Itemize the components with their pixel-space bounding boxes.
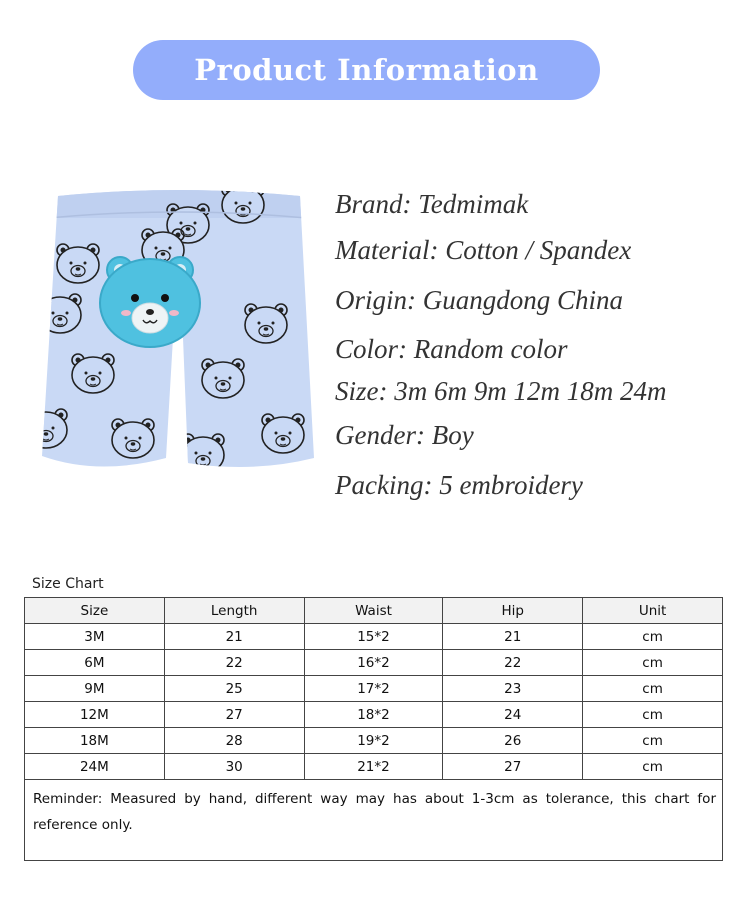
detail-color: Color: Random color [335,334,568,364]
column-header-unit: Unit [583,598,723,624]
reminder-row [25,780,723,861]
cell-unit: cm [583,650,723,676]
table-row [25,754,723,780]
cell-unit: cm [583,754,723,780]
column-header-size: Size [25,598,165,624]
cell-waist: 15*2 [304,624,443,650]
detail-brand: Brand: Tedmimak [335,189,529,219]
table-row [25,624,723,650]
cell-hip: 22 [443,650,583,676]
column-header-length: Length [164,598,304,624]
cell-hip: 26 [443,728,583,754]
embroidered-bear-patch [100,257,200,347]
detail-gender: Gender: Boy [335,420,474,450]
cell-size: 24M [25,754,165,780]
cell-size: 6M [25,650,165,676]
cell-hip: 21 [443,624,583,650]
cell-unit: cm [583,624,723,650]
cell-hip: 23 [443,676,583,702]
size-chart-label: Size Chart [32,576,104,592]
cell-waist: 17*2 [304,676,443,702]
cell-waist: 21*2 [304,754,443,780]
section-title-banner [133,40,600,100]
cell-waist: 18*2 [304,702,443,728]
column-header-hip: Hip [443,598,583,624]
cell-length: 22 [164,650,304,676]
cell-unit: cm [583,702,723,728]
detail-packing: Packing: 5 embroidery [335,470,583,500]
product-image [38,188,318,488]
cell-size: 18M [25,728,165,754]
cell-length: 28 [164,728,304,754]
reminder-note: Reminder: Measured by hand, different way may has about 1-3cm as tolerance, this chart for reference only. [25,780,723,861]
cell-hip: 27 [443,754,583,780]
cell-length: 27 [164,702,304,728]
table-row [25,702,723,728]
cell-length: 30 [164,754,304,780]
product-details-list [335,190,666,499]
cell-unit: cm [583,676,723,702]
cell-waist: 19*2 [304,728,443,754]
cell-size: 12M [25,702,165,728]
cell-waist: 16*2 [304,650,443,676]
table-row [25,650,723,676]
cell-size: 3M [25,624,165,650]
detail-material: Material: Cotton / Spandex [335,235,632,265]
detail-origin: Origin: Guangdong China [335,285,624,315]
table-header-row [25,598,723,624]
detail-size: Size: 3m 6m 9m 12m 18m 24m [335,376,667,406]
section-title: Product Information [194,53,539,87]
cell-hip: 24 [443,702,583,728]
cell-length: 21 [164,624,304,650]
table-row [25,728,723,754]
cell-unit: cm [583,728,723,754]
table-row [25,676,723,702]
size-chart-table [24,597,723,861]
shorts-illustration [38,188,318,488]
column-header-waist: Waist [304,598,443,624]
cell-size: 9M [25,676,165,702]
cell-length: 25 [164,676,304,702]
